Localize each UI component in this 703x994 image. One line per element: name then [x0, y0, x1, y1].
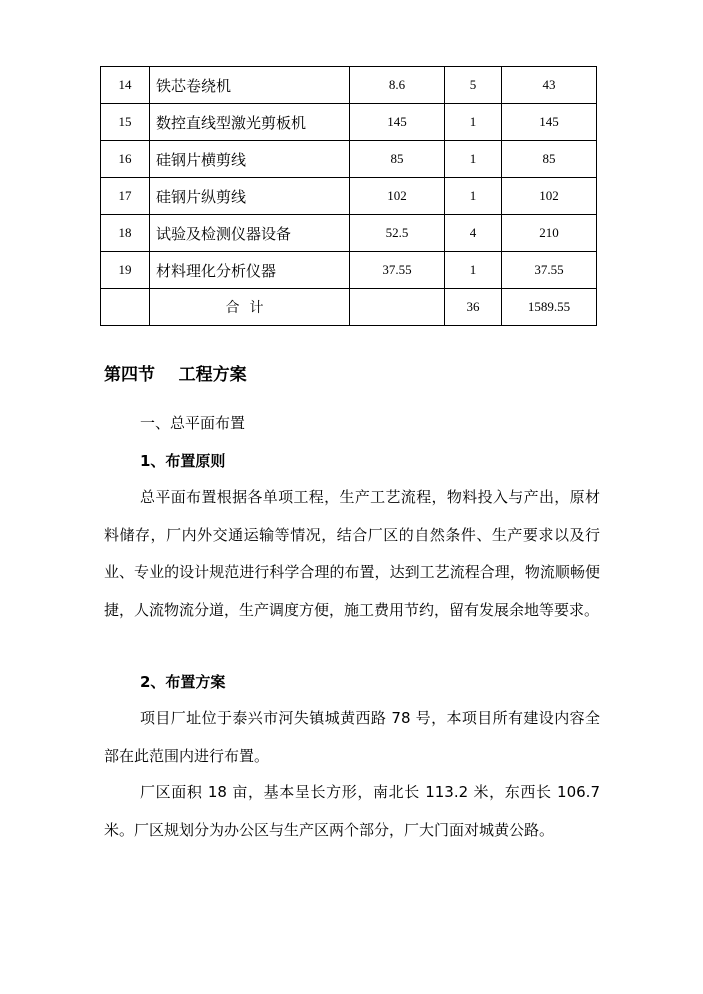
item2-paragraph-2: 厂区面积 18 亩，基本呈长方形，南北长 113.2 米，东西长 106.7 米。厂区规划分为办公区与生产区两个部分，厂大门面对城黄公路。: [104, 783, 600, 839]
quantity: 1: [445, 104, 502, 141]
amount: 37.55: [502, 252, 597, 289]
subsection-heading: 一、总平面布置: [140, 414, 246, 432]
item2-heading: 2、布置方案: [140, 673, 226, 691]
total-empty-cell: [101, 289, 150, 326]
total-amount: 1589.55: [502, 289, 597, 326]
total-label: 合计: [150, 289, 350, 326]
unit-price: 102: [350, 178, 445, 215]
table-row: [101, 67, 597, 104]
table-row: [101, 178, 597, 215]
quantity: 1: [445, 178, 502, 215]
unit-price: 52.5: [350, 215, 445, 252]
row-number: 18: [101, 215, 150, 252]
amount: 43: [502, 67, 597, 104]
row-number: 16: [101, 141, 150, 178]
table-row: [101, 215, 597, 252]
table-row: [101, 104, 597, 141]
amount: 102: [502, 178, 597, 215]
amount: 210: [502, 215, 597, 252]
equipment-name: 硅钢片横剪线: [150, 141, 350, 178]
equipment-name: 数控直线型激光剪板机: [150, 104, 350, 141]
row-number: 14: [101, 67, 150, 104]
item2-paragraph-1: 项目厂址位于泰兴市河失镇城黄西路 78 号，本项目所有建设内容全部在此范围内进行布置。: [104, 709, 600, 765]
equipment-name: 材料理化分析仪器: [150, 252, 350, 289]
table-row: [101, 252, 597, 289]
amount: 85: [502, 141, 597, 178]
equipment-table-body: [101, 67, 597, 326]
row-number: 15: [101, 104, 150, 141]
section-title: 第四节 工程方案: [104, 365, 247, 385]
total-row: [101, 289, 597, 326]
quantity: 1: [445, 141, 502, 178]
unit-price: 85: [350, 141, 445, 178]
unit-price: 8.6: [350, 67, 445, 104]
item1-paragraph: 总平面布置根据各单项工程，生产工艺流程，物料投入与产出，原材料储存，厂内外交通运输等情况，结合厂区的自然条件、生产要求以及行业、专业的设计规范进行科学合理的布置，达到工艺流程合理，物流顺畅便捷，人流物流分道，生产调度方便，施工费用节约，留有发展余地等要求。: [104, 488, 600, 619]
row-number: 19: [101, 252, 150, 289]
total-empty-cell: [350, 289, 445, 326]
unit-price: 145: [350, 104, 445, 141]
item1-heading: 1、布置原则: [140, 452, 226, 470]
row-number: 17: [101, 178, 150, 215]
quantity: 5: [445, 67, 502, 104]
equipment-name: 试验及检测仪器设备: [150, 215, 350, 252]
unit-price: 37.55: [350, 252, 445, 289]
equipment-name: 硅钢片纵剪线: [150, 178, 350, 215]
total-quantity: 36: [445, 289, 502, 326]
equipment-name: 铁芯卷绕机: [150, 67, 350, 104]
quantity: 1: [445, 252, 502, 289]
table-row: [101, 141, 597, 178]
equipment-table: [100, 66, 597, 326]
amount: 145: [502, 104, 597, 141]
quantity: 4: [445, 215, 502, 252]
